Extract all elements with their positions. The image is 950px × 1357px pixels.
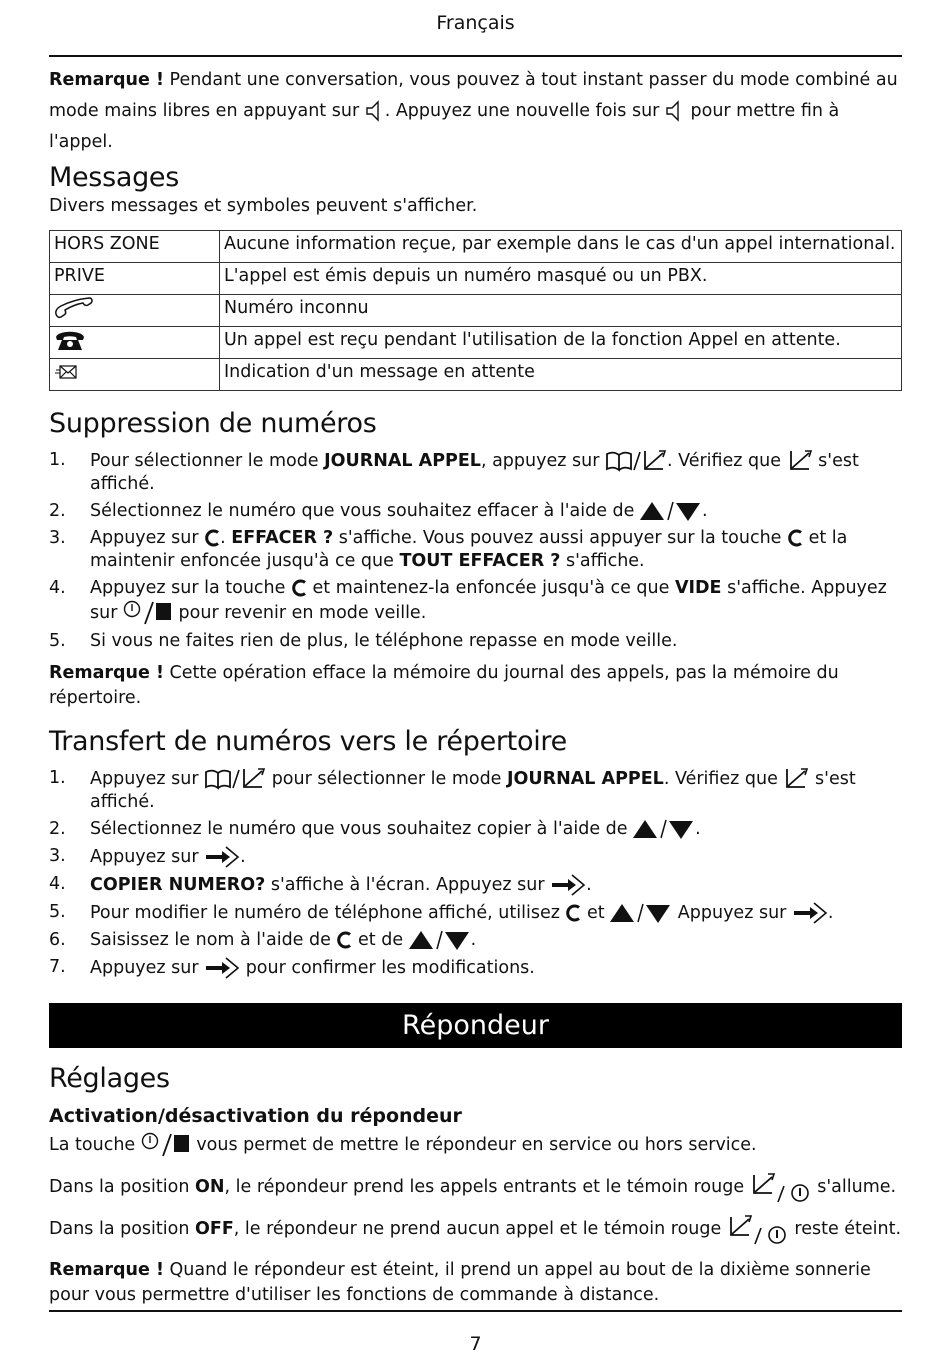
clear-key-icon	[291, 578, 307, 598]
table-row	[50, 327, 902, 359]
list-item: 6. Saisissez le nom à l'aide de et de .	[49, 930, 477, 950]
led-indicator-icon	[750, 1177, 812, 1197]
enter-key-icon	[792, 903, 828, 923]
list-item: 3. Appuyez sur . EFFACER ? s'affiche. Vous pouvez aussi appuyer sur la touche et la maintenir enfoncée jusqu'à ce que TOUT EFFACER ? s'affiche.	[49, 528, 848, 571]
up-down-arrows-icon	[633, 819, 695, 839]
list-item: 5. Si vous ne faites rien de plus, le téléphone repasse en mode veille.	[49, 631, 678, 651]
call-log-icon	[783, 769, 809, 789]
clear-key-icon	[336, 930, 352, 950]
messages-intro: Divers messages et symboles peuvent s'afficher.	[49, 196, 478, 216]
paragraph-off: Dans la position OFF, le répondeur ne prend aucun appel et le témoin rouge reste éteint.	[49, 1214, 902, 1244]
table-cell-desc: Numéro inconnu	[220, 295, 902, 327]
remark-repondeur: Remarque ! Quand le répondeur est éteint, il prend un appel au bout de la dixième sonnerie pour vous permettre d'utiliser les fonctions de commande à distance.	[49, 1260, 871, 1305]
table-cell-desc: Aucune information reçue, par exemple dans le cas d'un appel international.	[220, 231, 902, 263]
table-row	[50, 359, 902, 391]
transfert-steps	[49, 767, 902, 980]
table-row	[50, 263, 902, 295]
speaker-icon	[365, 101, 385, 121]
table-cell-desc: L'appel est émis depuis un numéro masqué ou un PBX.	[220, 263, 902, 295]
slash-icon	[633, 451, 641, 471]
remark-journal: Remarque ! Cette opération efface la mémoire du journal des appels, pas la mémoire du répertoire.	[49, 663, 839, 708]
power-stop-icon	[141, 1135, 191, 1155]
list-item: 7. Appuyez sur pour confirmer les modifications.	[49, 957, 535, 978]
table-cell-icon	[50, 359, 220, 391]
clear-key-icon	[565, 903, 581, 923]
call-log-icon	[787, 451, 813, 471]
handset-outline-icon	[54, 296, 94, 320]
table-cell-icon	[50, 327, 220, 359]
call-log-icon	[641, 451, 667, 471]
paragraph-on: Dans la position ON, le répondeur prend les appels entrants et le témoin rouge s'allume.	[49, 1172, 902, 1202]
page-footer	[49, 1310, 902, 1356]
footer-divider	[49, 1310, 902, 1312]
messages-table	[49, 230, 902, 391]
table-cell-desc: Un appel est reçu pendant l'utilisation de la fonction Appel en attente.	[220, 327, 902, 359]
table-cell-key: HORS ZONE	[50, 231, 220, 263]
table-row	[50, 231, 902, 263]
call-log-icon	[240, 769, 266, 789]
list-item: 5. Pour modifier le numéro de téléphone affiché, utilisez et Appuyez sur .	[49, 902, 834, 923]
clear-key-icon	[787, 528, 803, 548]
table-row	[50, 295, 902, 327]
list-item: 4. COPIER NUMERO? s'affiche à l'écran. Appuyez sur .	[49, 874, 592, 895]
table-cell-key: PRIVE	[50, 263, 220, 295]
section-title-transfert: Transfert de numéros vers le répertoire	[49, 726, 567, 757]
up-down-arrows-icon	[640, 501, 702, 521]
speaker-icon	[665, 101, 685, 121]
envelope-icon	[54, 361, 80, 383]
enter-key-icon	[550, 875, 586, 895]
page-header: Français	[436, 12, 515, 34]
phonebook-icon	[605, 451, 633, 471]
section-title-messages: Messages	[49, 162, 180, 193]
list-item: 1. Appuyez sur pour sélectionner le mode JOURNAL APPEL. Vérifiez que s'est affiché.	[49, 768, 856, 812]
up-down-arrows-icon	[610, 903, 672, 923]
phone-solid-icon	[54, 328, 86, 352]
remark-label: Remarque !	[49, 70, 164, 90]
list-item: 4. Appuyez sur la touche et maintenez-la enfoncée jusqu'à ce que VIDE s'affiche. Appuyez sur pour revenir en mode veille.	[49, 578, 887, 623]
clear-key-icon	[204, 528, 220, 548]
page-number: 7	[469, 1333, 482, 1355]
phonebook-icon	[204, 769, 232, 789]
page	[49, 0, 902, 1308]
list-item: 2. Sélectionnez le numéro que vous souhaitez effacer à l'aide de .	[49, 501, 708, 521]
led-indicator-icon	[727, 1219, 789, 1239]
enter-key-icon	[204, 958, 240, 978]
paragraph-key: La touche vous permet de mettre le répondeur en service ou hors service.	[49, 1135, 757, 1155]
power-stop-icon	[123, 603, 173, 623]
remark-handsfree: Remarque ! Pendant une conversation, vous pouvez à tout instant passer du mode combiné au mode mains libres en appuyant sur . Appuyez une nouvelle fois sur pour mettre fin à l'appel.	[49, 70, 898, 152]
subsection-title: Activation/désactivation du répondeur	[49, 1105, 462, 1127]
section-title-suppression: Suppression de numéros	[49, 408, 377, 439]
chapter-banner: Répondeur	[49, 1003, 902, 1048]
header-divider	[49, 55, 902, 57]
list-item: 2. Sélectionnez le numéro que vous souhaitez copier à l'aide de .	[49, 819, 701, 839]
list-item: 1. Pour sélectionner le mode JOURNAL APPEL, appuyez sur . Vérifiez que s'est affiché.	[49, 450, 859, 494]
table-cell-icon	[50, 295, 220, 327]
slash-icon	[232, 769, 240, 789]
enter-key-icon	[204, 847, 240, 867]
section-title-reglages: Réglages	[49, 1063, 170, 1094]
list-item: 3. Appuyez sur .	[49, 846, 246, 867]
table-cell-desc: Indication d'un message en attente	[220, 359, 902, 391]
up-down-arrows-icon	[409, 930, 471, 950]
suppression-steps	[49, 449, 902, 653]
